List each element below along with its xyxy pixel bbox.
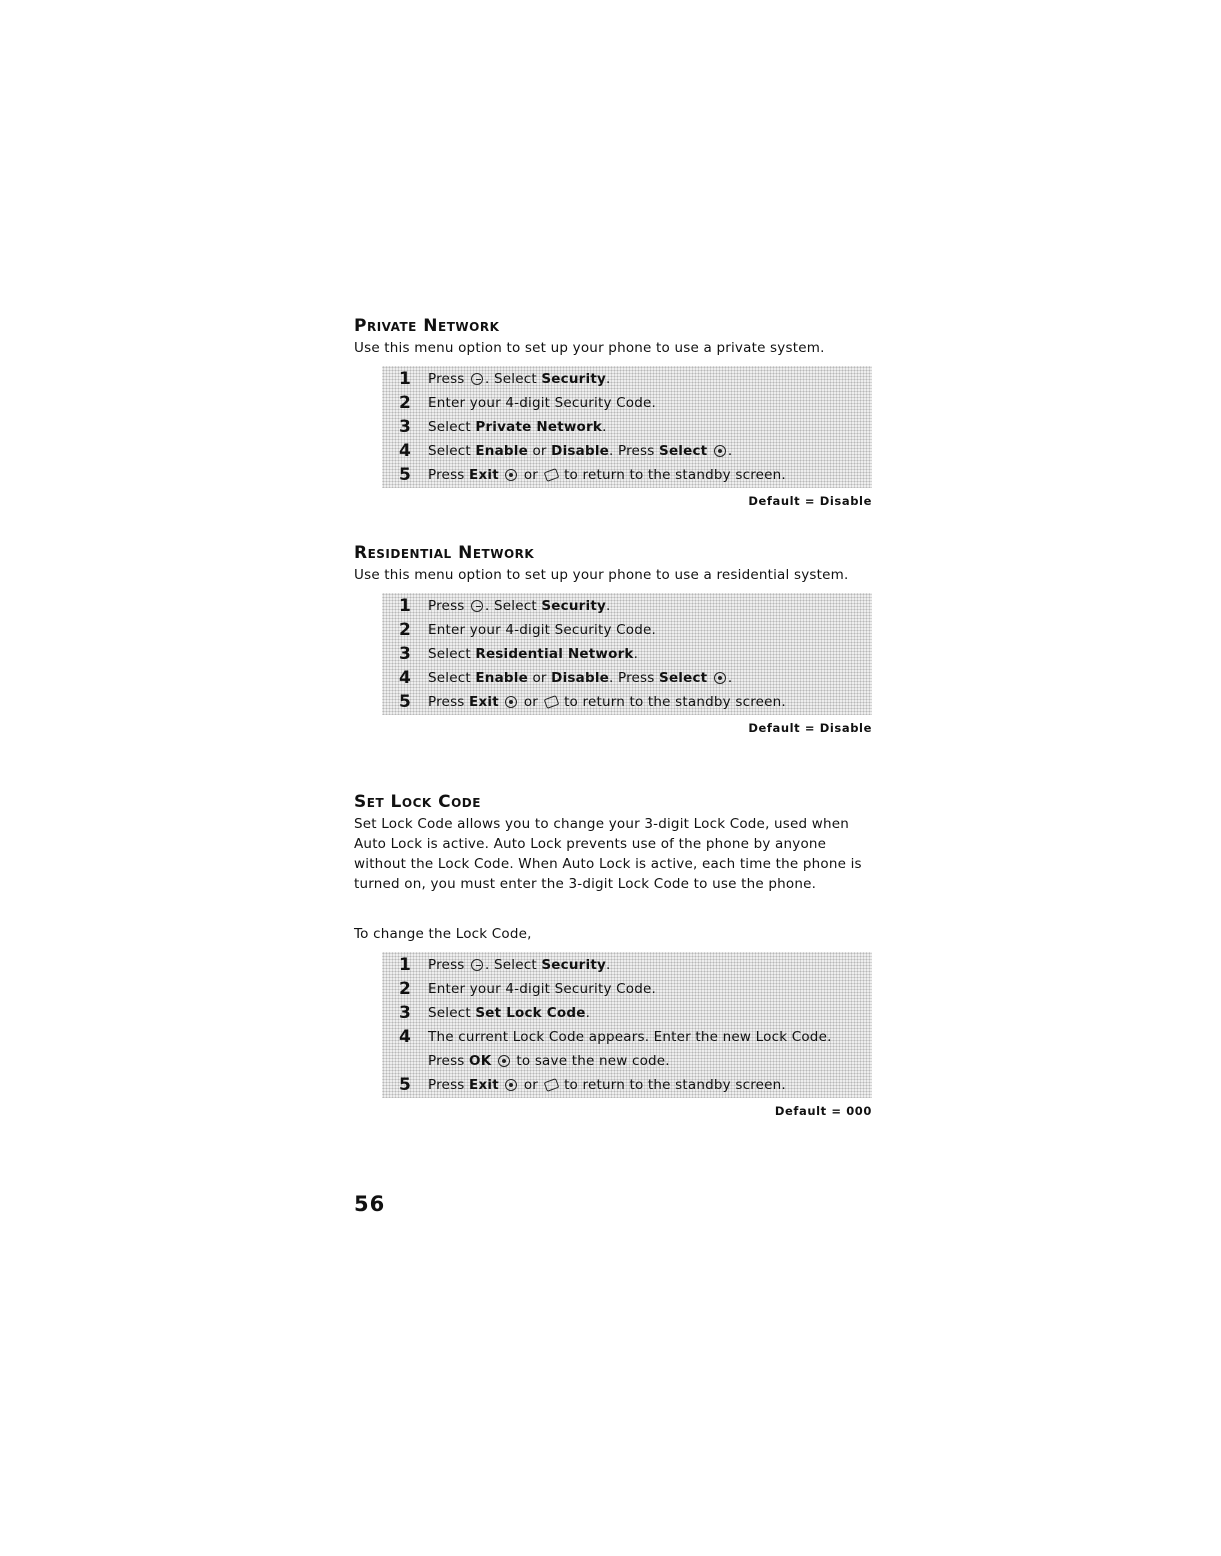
step-text	[428, 415, 872, 439]
step-row	[382, 618, 872, 642]
set-lock-code-section	[354, 792, 874, 1118]
step-number: 5	[398, 1075, 412, 1095]
step-number: 1	[398, 369, 412, 389]
step-number: 4	[398, 1027, 412, 1047]
section-intro: Use this menu option to set up your phone to use a residential system.	[354, 567, 849, 583]
step-text-part: .	[727, 443, 733, 459]
step-text-part: . Press	[609, 443, 655, 459]
residential-network-section	[354, 543, 874, 735]
step-number: 2	[398, 979, 412, 999]
menu-key-icon	[471, 600, 483, 612]
step-text-part: . Press	[609, 670, 655, 686]
step-number: 4	[398, 668, 412, 688]
step-text-part: Press	[428, 1053, 465, 1069]
step-row	[382, 439, 872, 463]
step-text	[428, 439, 872, 463]
step-bold-term: Enable	[475, 443, 528, 459]
step-text	[428, 642, 872, 666]
step-row	[382, 367, 872, 391]
step-number: 3	[398, 417, 412, 437]
step-text	[428, 463, 872, 487]
step-text-part: Select	[428, 646, 471, 662]
step-row	[382, 1073, 872, 1097]
section-lead-in: To change the Lock Code,	[354, 926, 532, 942]
step-row	[382, 690, 872, 714]
step-number: 5	[398, 465, 412, 485]
step-text-part: .	[606, 598, 611, 614]
steps-box	[382, 593, 872, 715]
step-text-part: to return to the standby screen.	[564, 1077, 786, 1093]
step-text-part: or	[532, 670, 547, 686]
end-key-icon	[543, 1078, 559, 1092]
step-bold-term: Enable	[475, 670, 528, 686]
private-network-section	[354, 316, 874, 508]
step-row	[382, 1025, 872, 1073]
page-number: 56	[354, 1192, 386, 1216]
step-text	[428, 594, 872, 618]
section-heading: Residential Network	[354, 543, 535, 563]
step-bold-term: Set Lock Code	[475, 1005, 586, 1021]
step-text	[428, 953, 872, 977]
step-text-part: Press	[428, 371, 465, 387]
step-bold-term: Disable	[551, 443, 609, 459]
step-text	[428, 1025, 872, 1073]
step-text-part: Press	[428, 598, 465, 614]
step-text-part: .	[606, 371, 611, 387]
step-text-part: Press	[428, 467, 465, 483]
step-text	[428, 690, 872, 714]
step-text-part: Select	[428, 419, 471, 435]
step-number: 1	[398, 596, 412, 616]
step-number: 3	[398, 644, 412, 664]
step-row	[382, 391, 872, 415]
step-row	[382, 415, 872, 439]
step-text-part: .	[633, 646, 639, 662]
step-text	[428, 367, 872, 391]
default-value: Default = Disable	[748, 494, 872, 508]
menu-key-icon	[471, 959, 483, 971]
step-text-part: .	[602, 419, 607, 435]
step-bold-term: Exit	[469, 694, 499, 710]
step-text-part: Press	[428, 1077, 465, 1093]
step-bold-term: Disable	[551, 670, 609, 686]
step-number: 5	[398, 692, 412, 712]
section-description: Set Lock Code allows you to change your 3-digit Lock Code, used when Auto Lock is active. Auto Lock prevents use of the phone by anyone without the Lock Code. When Auto Lock is active, each time the phone is turned on, you must enter the 3-digit Lock Code to use the phone.	[354, 816, 862, 892]
select-softkey-icon	[714, 672, 726, 684]
step-row	[382, 463, 872, 487]
end-key-icon	[543, 468, 559, 482]
menu-key-icon	[471, 373, 483, 385]
step-bold-term: Private Network	[475, 419, 603, 435]
exit-softkey-icon	[505, 469, 517, 481]
step-bold-term: Select	[659, 670, 708, 686]
step-text: Enter your 4-digit Security Code.	[428, 395, 657, 411]
step-text-part: .	[606, 957, 611, 973]
step-text-part: Select	[428, 443, 471, 459]
step-bold-term: OK	[469, 1053, 492, 1069]
step-text-part: . Select	[485, 598, 537, 614]
step-text-part: . Select	[485, 371, 537, 387]
steps-box	[382, 952, 872, 1098]
step-row	[382, 953, 872, 977]
step-bold-term: Select	[659, 443, 708, 459]
default-value: Default = 000	[774, 1104, 872, 1118]
step-text-part: .	[727, 670, 733, 686]
exit-softkey-icon	[505, 696, 517, 708]
step-text-part: . Select	[485, 957, 537, 973]
step-number: 3	[398, 1003, 412, 1023]
section-intro: Use this menu option to set up your phone to use a private system.	[354, 340, 825, 356]
step-text-part: or	[523, 1077, 539, 1093]
step-text-part: to save the new code.	[516, 1053, 670, 1069]
section-heading: Set Lock Code	[354, 792, 481, 812]
step-text-part: or	[532, 443, 547, 459]
step-text-part: Press	[428, 694, 465, 710]
step-text-part: to return to the standby screen.	[564, 467, 786, 483]
step-bold-term: Security	[541, 598, 607, 614]
end-key-icon	[543, 695, 559, 709]
step-text-part: Select	[428, 1005, 471, 1021]
step-bold-term: Security	[541, 371, 607, 387]
step-text-part: or	[523, 467, 539, 483]
step-number: 2	[398, 393, 412, 413]
step-row	[382, 666, 872, 690]
step-row	[382, 977, 872, 1001]
step-text	[428, 1001, 872, 1025]
step-text-part: The current Lock Code appears. Enter the new Lock Code.	[428, 1029, 832, 1045]
default-value: Default = Disable	[748, 721, 872, 735]
step-text	[428, 1073, 872, 1097]
step-text: Enter your 4-digit Security Code.	[428, 622, 657, 638]
step-bold-term: Exit	[469, 467, 499, 483]
step-bold-term: Residential Network	[475, 646, 634, 662]
step-number: 2	[398, 620, 412, 640]
step-text-part: .	[585, 1005, 591, 1021]
step-row	[382, 1001, 872, 1025]
step-text-part: or	[523, 694, 539, 710]
steps-box	[382, 366, 872, 488]
step-text-part: Select	[428, 670, 471, 686]
step-text-part: to return to the standby screen.	[564, 694, 786, 710]
step-text: Enter your 4-digit Security Code.	[428, 981, 657, 997]
step-row	[382, 594, 872, 618]
step-number: 4	[398, 441, 412, 461]
step-bold-term: Security	[541, 957, 607, 973]
step-text	[428, 666, 872, 690]
step-row	[382, 642, 872, 666]
section-heading: Private Network	[354, 316, 500, 336]
step-bold-term: Exit	[469, 1077, 499, 1093]
step-number: 1	[398, 955, 412, 975]
ok-softkey-icon	[498, 1055, 510, 1067]
select-softkey-icon	[714, 445, 726, 457]
step-text-part: Press	[428, 957, 465, 973]
exit-softkey-icon	[505, 1079, 517, 1091]
